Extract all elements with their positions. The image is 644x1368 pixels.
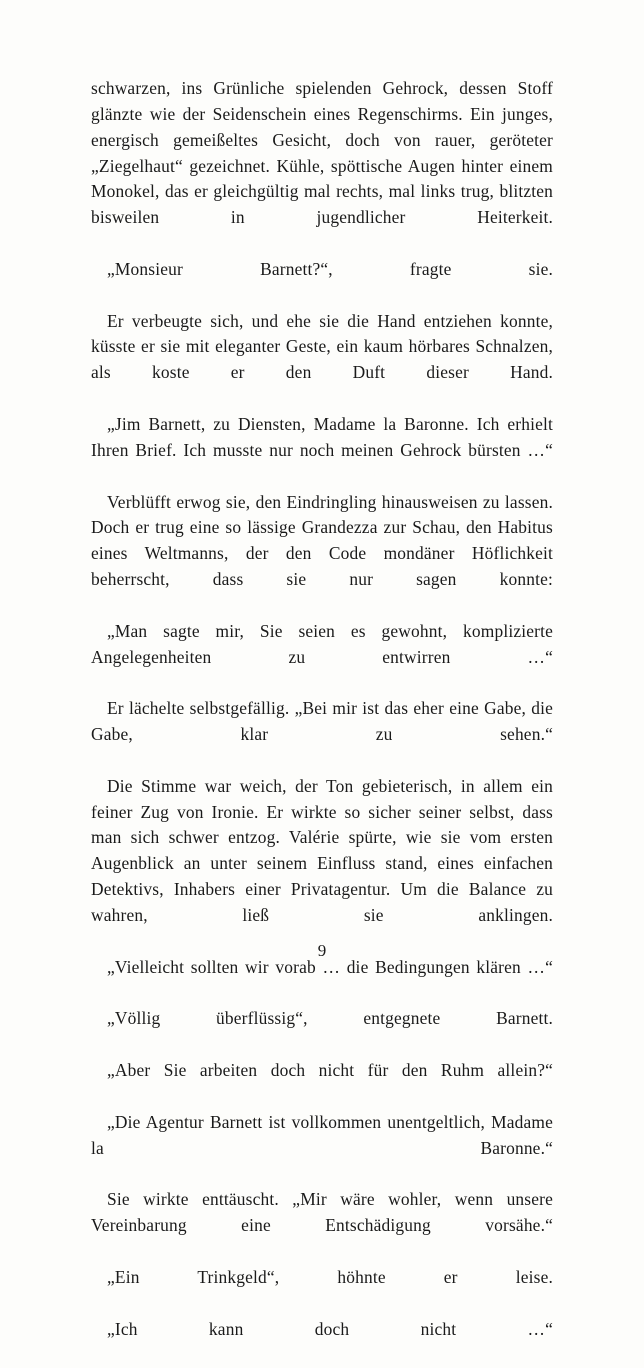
paragraph: „Ein Trinkgeld“, höhnte er leise. [91,1265,553,1317]
paragraph: „Aber Sie arbeiten doch nicht für den Ruhm allein?“ [91,1058,553,1110]
paragraph: Er lächelte selbstgefällig. „Bei mir ist das eher eine Gabe, die Gabe, klar zu sehen.“ [91,696,553,774]
paragraph: „Ich kann doch nicht …“ [91,1317,553,1368]
paragraph: Die Stimme war weich, der Ton gebieterisch, in allem ein feiner Zug von Ironie. Er wirkte so sicher seiner selbst, dass man sich schwer entzog. Valérie spürte, wie sie vom ersten Augenblick an unter seinem Einfluss stand, eines einfachen Detektivs, Inhabers einer Privatagentur. Um die Balance zu wahren, ließ sie anklingen. [91,774,553,955]
paragraph: schwarzen, ins Grünliche spielenden Gehrock, dessen Stoff glänzte wie der Seidenschein eines Regenschirms. Ein junges, energisch gemeißeltes Gesicht, doch von rauer, geröteter „Ziegelhaut“ gezeichnet. Kühle, spöttische Augen hinter einem Monokel, das er gleichgültig mal rechts, mal links trug, blitzten bisweilen in jugendlicher Heiterkeit. [91,76,553,257]
paragraph: „Jim Barnett, zu Diensten, Madame la Baronne. Ich erhielt Ihren Brief. Ich musste nur noch meinen Gehrock bürsten …“ [91,412,553,490]
paragraph: „Man sagte mir, Sie seien es gewohnt, komplizierte Angelegenheiten zu entwirren …“ [91,619,553,697]
paragraph: Er verbeugte sich, und ehe sie die Hand entziehen konnte, küsste er sie mit eleganter Geste, ein kaum hörbares Schnalzen, als koste er den Duft dieser Hand. [91,309,553,412]
paragraph: Verblüfft erwog sie, den Eindringling hinausweisen zu lassen. Doch er trug eine so lässige Grandezza zur Schau, den Habitus eines Weltmanns, der den Code mondäner Höflichkeit beherrscht, dass sie nur sagen konnte: [91,490,553,619]
page-text-block [91,76,553,1368]
page-number: 9 [0,941,644,961]
paragraph: „Völlig überflüssig“, entgegnete Barnett. [91,1006,553,1058]
paragraph: „Vielleicht sollten wir vorab … die Bedingungen klären …“ [91,955,553,1007]
paragraph: „Monsieur Barnett?“, fragte sie. [91,257,553,309]
paragraph: Sie wirkte enttäuscht. „Mir wäre wohler, wenn unsere Vereinbarung eine Entschädigung vorsähe.“ [91,1187,553,1265]
paragraph: „Die Agentur Barnett ist vollkommen unentgeltlich, Madame la Baronne.“ [91,1110,553,1188]
